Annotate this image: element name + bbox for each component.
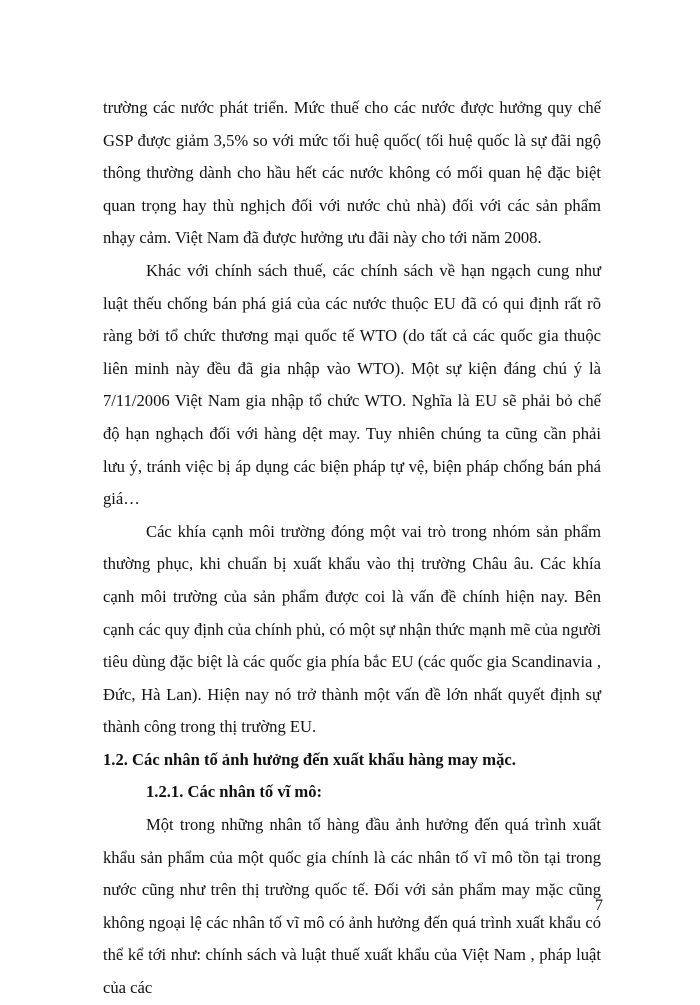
paragraph-quota-policy: Khác với chính sách thuế, các chính sách về hạn ngạch cung như luật thếu chống bán phá giá của các nước thuộc EU đã có qui định rất rõ ràng bởi tổ chức thương mại quốc tế WTO (do tất cả các quốc gia thuộc liên minh này đều đã gia nhập vào WTO). Một sự kiện đáng chú ý là 7/11/2006 Việt Nam gia nhập tổ chức WTO. Nghĩa là EU sẽ phải bỏ chế độ hạn nghạch đối với hàng dệt may. Tuy nhiên chúng ta cũng cần phải lưu ý, tránh việc bị áp dụng các biện pháp tự vệ, biện pháp chống bán phá giá… (103, 260, 601, 509)
subsection-heading: 1.2.1. Các nhân tố vĩ mô: (146, 782, 323, 802)
page-number: 7 (595, 897, 603, 914)
paragraph-environment: Các khía cạnh môi trường đóng một vai trò trong nhóm sản phẩm thường phục, khi chuẩn bị xuất khẩu vào thị trường Châu âu. Các khía cạnh môi trường của sản phẩm được coi là vấn đề chính hiện nay. Bên cạnh các quy định của chính phủ, có một sự nhận thức mạnh mẽ của người tiêu dùng đặc biệt là các quốc gia phía bắc EU (các quốc gia Scandinavia , Đức, Hà Lan). Hiện nay nó trở thành một vấn đề lớn nhất quyết định sự thành công trong thị trường EU. (103, 521, 601, 737)
paragraph-macro-factors: Một trong những nhân tố hàng đầu ảnh hưởng đến quá trình xuất khẩu sản phẩm của một quốc gia chính là các nhân tố vĩ mô tồn tại trong nước cũng như trên thị trường quốc tế. Đối với sản phẩm may mặc cũng không ngoại lệ các nhân tố vĩ mô có ảnh hưởng đến quá trình xuất khẩu có thể kể tới như: chính sách và luật thuế xuất khẩu của Việt Nam , pháp luật của các (103, 815, 601, 998)
page-content (103, 92, 601, 1005)
section-heading: 1.2. Các nhân tố ảnh hưởng đến xuất khẩu hàng may mặc. (103, 749, 516, 769)
paragraph-gsp-tariff: trường các nước phát triển. Mức thuế cho các nước được hưởng quy chế GSP được giảm 3,5% so với mức tối huệ quốc( tối huệ quốc là sự đãi ngộ thông thường dành cho hầu hết các nước không có mối quan hệ đặc biệt quan trọng hay thù nghịch đối với nước chủ nhà) đối với các sản phẩm nhạy cảm. Việt Nam đã được hưởng ưu đãi này cho tới năm 2008. (103, 98, 601, 248)
